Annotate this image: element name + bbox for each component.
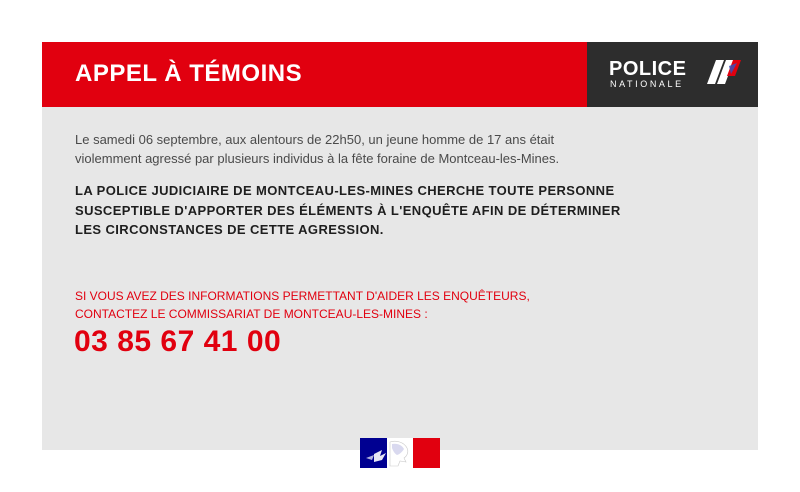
police-logo — [587, 42, 758, 107]
intro-line: Le samedi 06 septembre, aux alentours de 22h50, un jeune homme de 17 ans était — [75, 132, 555, 147]
logo-police-text: POLICE — [609, 58, 687, 80]
appeal-message — [75, 181, 715, 240]
appeal-line: LA POLICE JUDICIAIRE DE MONTCEAU-LES-MINES CHERCHE TOUTE PERSONNE — [75, 183, 615, 198]
phone-number[interactable]: 03 85 67 41 00 — [74, 325, 282, 358]
intro-line: violemment agressé par plusieurs individus à la fête foraine de Montceau-les-Mines. — [75, 151, 560, 166]
appeal-line: LES CIRCONSTANCES DE CETTE AGRESSION. — [75, 222, 384, 237]
header-banner — [42, 42, 758, 107]
intro-paragraph — [75, 130, 675, 168]
appeal-line: SUSCEPTIBLE D'APPORTER DES ÉLÉMENTS À L'ENQUÊTE AFIN DE DÉTERMINER — [75, 202, 621, 218]
contact-line: SI VOUS AVEZ DES INFORMATIONS PERMETTANT D'AIDER LES ENQUÊTEURS, — [75, 289, 530, 303]
page-title: APPEL À TÉMOINS — [75, 60, 303, 87]
logo-nationale-text: NATIONALE — [610, 79, 684, 89]
header-red-band — [42, 42, 587, 107]
appeal-card — [42, 42, 758, 450]
contact-instructions — [75, 287, 675, 323]
police-stripes-icon — [707, 60, 741, 84]
marianne-logo-icon — [360, 438, 440, 468]
contact-line: CONTACTEZ LE COMMISSARIAT DE MONTCEAU-LES-MINES : — [75, 307, 428, 321]
